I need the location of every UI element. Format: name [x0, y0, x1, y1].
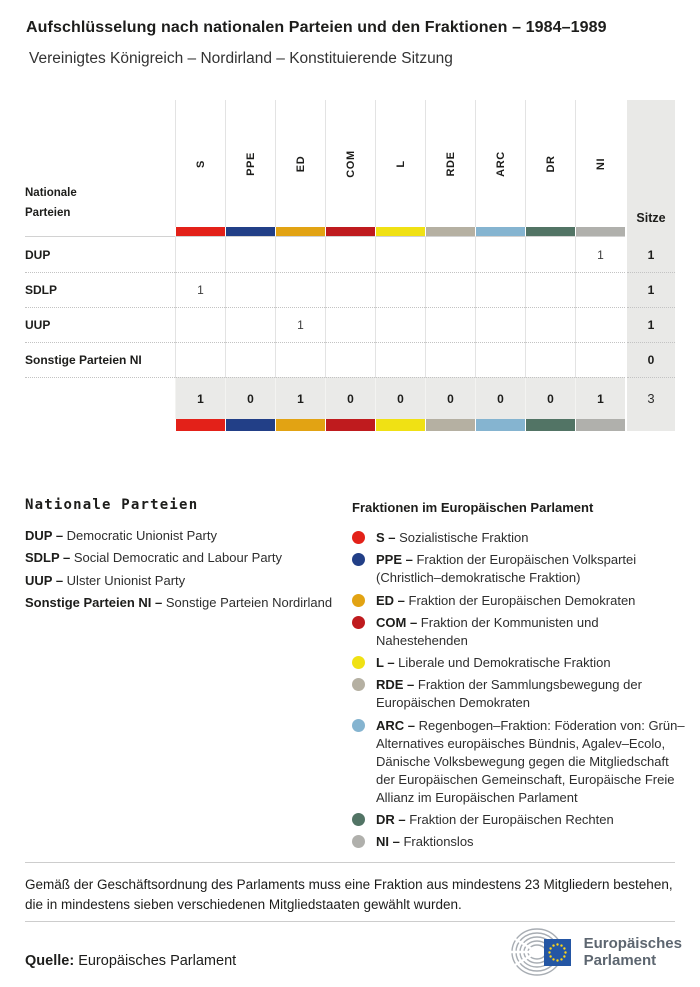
party-row-label: Sonstige Parteien NI [25, 342, 175, 377]
group-abbr: ED – [376, 592, 409, 608]
seats-cell-UUP: 1 [627, 307, 675, 342]
party-abbr: SDLP – [25, 550, 74, 566]
group-color-bar-COM [325, 227, 375, 237]
legend-color-dot-ED [352, 594, 365, 607]
group-color-bar-bottom-RDE [425, 419, 475, 431]
group-name: Fraktion der Sammlungsbewegung der Europäischen Demokraten [376, 677, 642, 711]
seat-cell-SDLP-PPE [225, 272, 275, 307]
seat-cell-DUP-S [175, 237, 225, 272]
total-cell-PPE: 0 [225, 377, 275, 419]
party-name: Sonstige Parteien Nordirland [165, 594, 333, 610]
group-abbr: PPE – [376, 552, 417, 568]
seat-cell-SDLP-NI [575, 272, 625, 307]
seat-cell-DUP-L [375, 237, 425, 272]
group-legend-text [376, 833, 474, 851]
group-column-header-COM: COM [325, 100, 375, 227]
parliament-hemicycle-icon [510, 926, 576, 978]
group-legend-item-L [352, 654, 688, 672]
seat-cell-Sonstige Parteien NI-L [375, 342, 425, 377]
seat-cell-Sonstige Parteien NI-S [175, 342, 225, 377]
source-value-text: Europäisches Parlament [78, 953, 237, 969]
seat-cell-Sonstige Parteien NI-PPE [225, 342, 275, 377]
group-legend-text [376, 592, 635, 610]
group-name: Fraktion der Europäischen Volkspartei (Christlich–demokratische Fraktion) [376, 552, 637, 586]
group-legend-item-COM [352, 614, 688, 650]
seat-cell-Sonstige Parteien NI-NI [575, 342, 625, 377]
seat-cell-UUP-COM [325, 307, 375, 342]
seat-cell-UUP-ARC [475, 307, 525, 342]
party-legend-item-SDLP [25, 547, 340, 569]
group-column-header-PPE: PPE [225, 100, 275, 227]
group-color-bar-bottom-L [375, 419, 425, 431]
group-color-bar-ARC [475, 227, 525, 237]
legend-color-dot-COM [352, 616, 365, 629]
total-cell-ARC: 0 [475, 377, 525, 419]
group-abbr: NI – [376, 834, 404, 850]
total-cell-NI: 1 [575, 377, 625, 419]
seat-cell-UUP-L [375, 307, 425, 342]
group-color-bar-PPE [225, 227, 275, 237]
group-color-bar-bottom-ARC [475, 419, 525, 431]
seat-cell-UUP-PPE [225, 307, 275, 342]
group-legend-text [376, 811, 614, 829]
legend-color-dot-DR [352, 813, 365, 826]
group-color-bar-bottom-COM [325, 419, 375, 431]
national-parties-list [25, 525, 340, 614]
group-legend-text [376, 529, 528, 547]
header-underline [25, 227, 175, 237]
group-column-header-ED: ED [275, 100, 325, 227]
legend-color-dot-S [352, 531, 365, 544]
group-legend-text [376, 717, 688, 807]
group-abbr: ARC – [376, 717, 419, 733]
logo-line1: Europäisches [583, 935, 682, 952]
seats-cell-Sonstige Parteien NI: 0 [627, 342, 675, 377]
group-name: Fraktion der Europäischen Rechten [409, 812, 614, 828]
national-parties-legend-title: Nationale Parteien [25, 497, 199, 513]
seat-cell-UUP-S [175, 307, 225, 342]
seat-cell-Sonstige Parteien NI-RDE [425, 342, 475, 377]
seats-column-footer [627, 419, 675, 431]
group-color-bar-L [375, 227, 425, 237]
seat-cell-DUP-COM [325, 237, 375, 272]
page-title: Aufschlüsselung nach nationalen Parteien und den Fraktionen – 1984–1989 [26, 19, 607, 36]
group-legend-item-S [352, 529, 688, 547]
legend-color-dot-NI [352, 835, 365, 848]
seat-cell-Sonstige Parteien NI-COM [325, 342, 375, 377]
seat-cell-SDLP-COM [325, 272, 375, 307]
group-abbr: RDE – [376, 677, 418, 693]
seats-table [25, 100, 675, 431]
party-row-label: DUP [25, 247, 51, 262]
source-line [25, 953, 236, 969]
total-cell-S: 1 [175, 377, 225, 419]
seat-cell-SDLP-L [375, 272, 425, 307]
group-name: Fraktionslos [403, 834, 474, 850]
group-legend-text [376, 551, 688, 587]
group-name: Regenbogen–Fraktion: Föderation von: Grün–Alternatives europäisches Bündnis, Agalev–Ecolo, Dänische Volksbewegung gegen die Mitgliedschaft der Europäischen Gemeinschaft, Europäische Freie Allianz im Europäischen Parlament [376, 717, 685, 805]
group-legend-item-RDE [352, 676, 688, 712]
party-row-label: UUP [25, 307, 175, 342]
seat-cell-UUP-DR [525, 307, 575, 342]
totals-row-spacer [25, 377, 175, 419]
seat-cell-Sonstige Parteien NI-ED [275, 342, 325, 377]
group-color-bar-DR [525, 227, 575, 237]
seats-cell-DUP: 1 [627, 237, 675, 272]
eu-flag-icon [544, 939, 571, 966]
group-color-bar-bottom-ED [275, 419, 325, 431]
group-column-header-NI: NI [575, 100, 625, 227]
legend-color-dot-PPE [352, 553, 365, 566]
seats-cell-SDLP: 1 [627, 272, 675, 307]
source-label: Quelle: [25, 953, 75, 969]
party-legend-item-Sonstige Parteien NI [25, 592, 340, 614]
legend-color-dot-ARC [352, 719, 365, 732]
group-abbr: COM – [376, 614, 421, 630]
seat-cell-DUP-NI: 1 [575, 237, 625, 272]
legend-color-dot-RDE [352, 678, 365, 691]
table-row-header-label: Nationale Parteien [25, 187, 77, 219]
group-name: Liberale und Demokratische Fraktion [398, 655, 611, 671]
seat-cell-DUP-RDE [425, 237, 475, 272]
seat-cell-SDLP-S: 1 [175, 272, 225, 307]
seat-cell-SDLP-ED [275, 272, 325, 307]
groups-legend-title: Fraktionen im Europäischen Parlament [352, 500, 594, 515]
group-column-header-RDE: RDE [425, 100, 475, 227]
group-abbr: S – [376, 530, 400, 545]
seat-cell-DUP-PPE [225, 237, 275, 272]
group-name: Fraktion der Kommunisten und Nahestehenden [376, 614, 599, 648]
seat-cell-SDLP-DR [525, 272, 575, 307]
seat-cell-UUP-RDE [425, 307, 475, 342]
party-legend-item-UUP [25, 570, 340, 592]
logo-line2: Parlament [583, 952, 657, 969]
group-legend-text [376, 654, 611, 672]
party-name: Social Democratic and Labour Party [73, 550, 282, 566]
party-name: Democratic Unionist Party [66, 528, 217, 543]
total-cell-ED: 1 [275, 377, 325, 419]
seats-total-cell: 3 [627, 377, 675, 419]
footnote-text: Gemäß der Geschäftsordnung des Parlaments muss eine Fraktion aus mindestens 23 Mitgliedern bestehen, die in mindestens sieben verschiedenen Mitgliedstaaten gewählt wurden. [25, 877, 673, 912]
seat-cell-Sonstige Parteien NI-ARC [475, 342, 525, 377]
seat-cell-DUP-DR [525, 237, 575, 272]
party-row-label: SDLP [25, 272, 175, 307]
seat-cell-DUP-ARC [475, 237, 525, 272]
group-color-bar-bottom-S [175, 419, 225, 431]
seat-cell-DUP-ED [275, 237, 325, 272]
group-name: Fraktion der Europäischen Demokraten [408, 592, 636, 608]
seat-cell-SDLP-RDE [425, 272, 475, 307]
party-name: Ulster Unionist Party [66, 572, 186, 588]
party-abbr: UUP – [25, 572, 67, 588]
group-column-header-S: S [175, 100, 225, 227]
national-parties-legend [25, 497, 340, 614]
group-column-header-ARC: ARC [475, 100, 525, 227]
divider-top [25, 862, 675, 863]
seat-cell-Sonstige Parteien NI-DR [525, 342, 575, 377]
groups-list [352, 529, 688, 851]
group-name: Sozialistische Fraktion [399, 530, 529, 545]
group-legend-item-PPE [352, 551, 688, 587]
group-color-bar-ED [275, 227, 325, 237]
group-color-bar-S [175, 227, 225, 237]
party-abbr: Sonstige Parteien NI – [25, 594, 166, 610]
group-column-header-DR: DR [525, 100, 575, 227]
group-abbr: DR – [376, 812, 410, 828]
divider-bottom [25, 921, 675, 922]
total-cell-COM: 0 [325, 377, 375, 419]
total-cell-L: 0 [375, 377, 425, 419]
groups-legend [352, 500, 688, 856]
group-legend-text [376, 676, 688, 712]
page-subtitle: Vereinigtes Königreich – Nordirland – Konstituierende Sitzung [29, 50, 453, 67]
logo-wordmark [584, 935, 682, 969]
group-legend-item-DR [352, 811, 688, 829]
seat-cell-UUP-NI [575, 307, 625, 342]
party-legend-item-DUP [25, 525, 340, 547]
legend-color-dot-L [352, 656, 365, 669]
group-color-bar-NI [575, 227, 625, 237]
group-legend-item-ARC [352, 717, 688, 807]
european-parliament-logo [510, 926, 682, 978]
seat-cell-UUP-ED: 1 [275, 307, 325, 342]
group-color-bar-bottom-PPE [225, 419, 275, 431]
seats-column-header: Sitze [627, 100, 675, 237]
group-legend-item-NI [352, 833, 688, 851]
party-abbr: DUP – [25, 528, 67, 543]
group-legend-item-ED [352, 592, 688, 610]
group-color-bar-RDE [425, 227, 475, 237]
total-cell-DR: 0 [525, 377, 575, 419]
group-color-bar-bottom-DR [525, 419, 575, 431]
group-legend-text [376, 614, 688, 650]
group-color-bar-bottom-NI [575, 419, 625, 431]
group-column-header-L: L [375, 100, 425, 227]
total-cell-RDE: 0 [425, 377, 475, 419]
seat-cell-SDLP-ARC [475, 272, 525, 307]
group-abbr: L – [376, 655, 399, 671]
